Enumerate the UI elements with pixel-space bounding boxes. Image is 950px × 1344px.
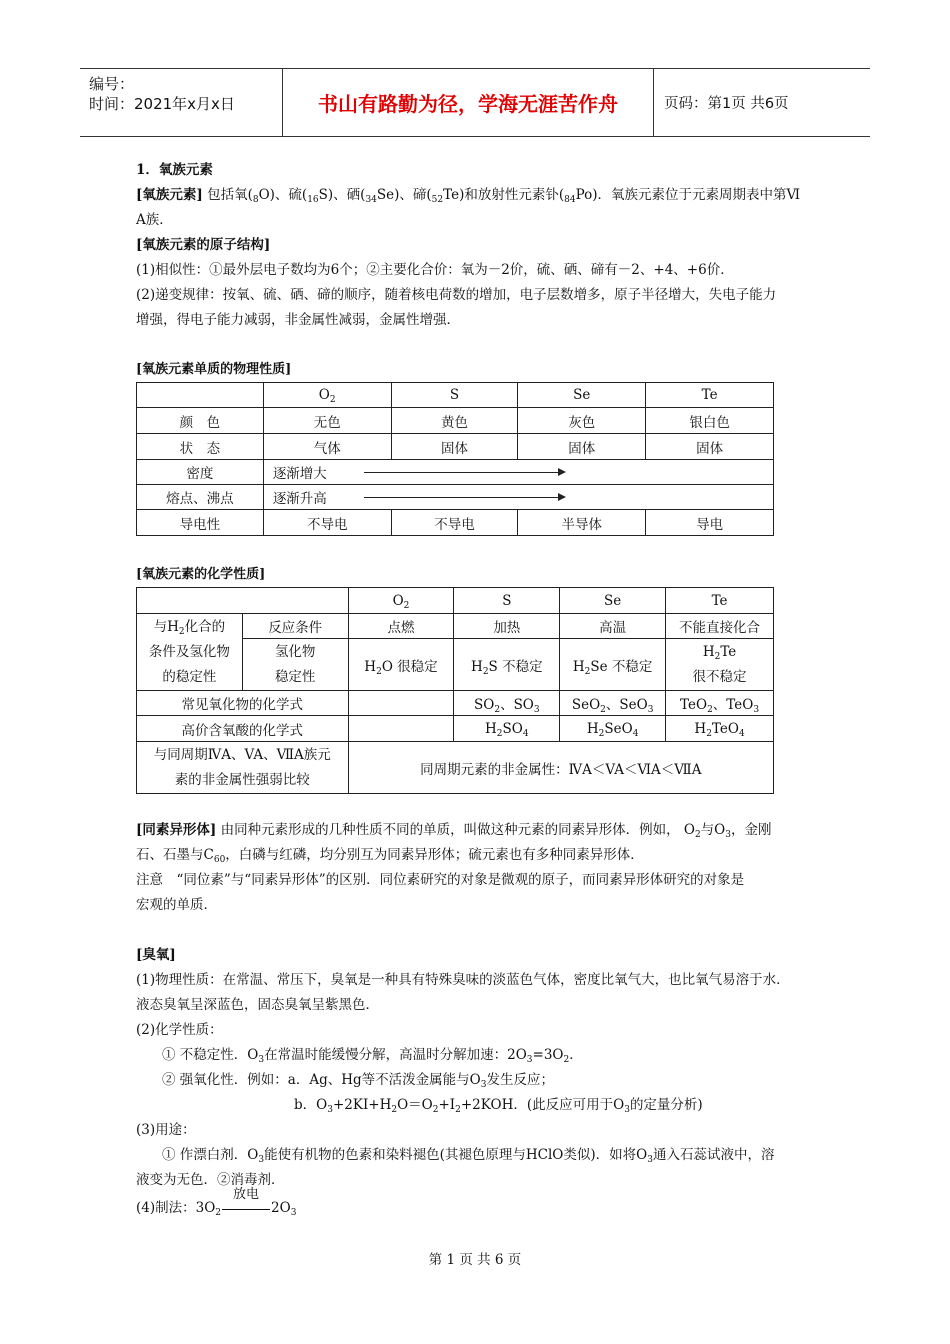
header-motto: 书山有路勤为径，学海无涯苦作舟 (283, 69, 654, 136)
ozone-unstable: ① 不稳定性．$O_3$在常温时能缓慢分解，高温时分解加速：$2O_3=3O_2$． (162, 1047, 583, 1065)
table-cell: 导电 (646, 510, 774, 536)
row-label: 氢化物 稳定性 (242, 639, 348, 691)
mp-trend-cell (263, 485, 773, 510)
table-cell: $H_2Te$ 很不稳定 (666, 639, 774, 691)
table-cell: 点燃 (348, 614, 454, 639)
table-row (137, 383, 774, 408)
physical-properties-table (136, 382, 774, 536)
col-header: $O_2$ (348, 588, 454, 614)
table-cell: 加热 (454, 614, 560, 639)
table-cell: $SO_2$、$SO_3$ (454, 691, 560, 716)
ozone-chemical-title: (2)化学性质： (136, 1022, 223, 1038)
col-header: Se (560, 588, 666, 614)
trend-text-1: (2)递变规律：按氧、硫、硒、碲的顺序，随着核电荷数的增加，电子层数增多，原子半径增大，失电子能力 (136, 287, 777, 303)
table-cell: $H_2TeO_4$ (666, 716, 774, 742)
table-row (137, 510, 774, 536)
allotrope-examples: 石、石墨与$C_{60}$，白磷与红磷，均分别互为同素异形体；硫元素也有多种同素异形体． (136, 847, 644, 865)
atomic-structure-heading: [氧族元素的原子结构] (136, 237, 271, 253)
col-header: S (391, 383, 518, 408)
row-label: 常见氧化物的化学式 (137, 691, 349, 716)
table-row (137, 434, 774, 460)
row-label: 与$H_2$化合的 条件及氢化物 的稳定性 (137, 614, 243, 691)
ozone-uses-title: (3)用途： (136, 1122, 196, 1138)
ozone-physical-2: 液态臭氧呈深蓝色，固态臭氧呈紫黑色． (136, 997, 379, 1013)
chemical-properties-table (136, 587, 774, 794)
table-row (137, 691, 774, 716)
col-header: S (454, 588, 560, 614)
table-cell: 固体 (518, 434, 646, 460)
table-cell: 固体 (646, 434, 774, 460)
page-footer: 第 1 页 共 6 页 (428, 1252, 522, 1268)
increase-arrow-icon (364, 472, 564, 473)
table-cell: 半导体 (518, 510, 646, 536)
col-header: Se (518, 383, 646, 408)
number-label: 编号： (89, 75, 135, 93)
table-cell: $H_2SeO_4$ (560, 716, 666, 742)
table-cell: $H_2Se$ 不稳定 (560, 639, 666, 691)
table-cell: TeO$_2$、TeO$_3$ (666, 691, 774, 716)
header-page-info: 页码：第1页 共6页 (664, 96, 789, 112)
table-cell: SeO$_2$、SeO$_3$ (560, 691, 666, 716)
col-header: Te (666, 588, 774, 614)
table-row (137, 485, 774, 510)
table-cell: $H_2SO_4$ (454, 716, 560, 742)
table-cell: $H_2O$ 很稳定 (348, 639, 454, 691)
definition-line2: A族． (136, 212, 173, 228)
table-cell: 不导电 (263, 510, 391, 536)
row-label: 密度 (137, 460, 264, 485)
time-label: 时间：2021年x月x日 (89, 95, 235, 113)
table-row (137, 716, 774, 742)
section-title: 1．氧族元素 (136, 162, 213, 178)
row-label: 与同周期ⅣA、VA、ⅦA族元 素的非金属性强弱比较 (137, 742, 349, 794)
discharge-condition: 放电 (233, 1187, 260, 1202)
table-cell: 银白色 (646, 408, 774, 434)
page-header (80, 68, 870, 137)
similarity-text: (1)相似性：①最外层电子数均为6个；②主要化合价：氧为－2价，硫、硒、碲有－2、+4、+6价． (136, 262, 734, 278)
table-cell: 气体 (263, 434, 391, 460)
mp-trend: 逐渐升高 (272, 491, 327, 507)
allotrope-note-1: 注意 “同位素”与“同素异形体”的区别．同位素研究的对象是微观的原子，而同素异形体研究的对象是 (136, 872, 745, 888)
table-row (137, 588, 774, 614)
ozone-physical-1: (1)物理性质：在常温、常压下，臭氧是一种具有特殊臭味的淡蓝色气体，密度比氧气大，也比氧气易溶于水． (136, 972, 790, 988)
density-trend: 逐渐增大 (272, 466, 327, 482)
ozone-heading: [臭氧] (136, 947, 176, 963)
physical-properties-heading: [氧族元素单质的物理性质] (136, 362, 292, 377)
table-row (137, 408, 774, 434)
density-trend-cell (263, 460, 773, 485)
row-label: 反应条件 (242, 614, 348, 639)
table-cell: 固体 (391, 434, 518, 460)
table-row (137, 614, 774, 639)
ozone-preparation: (4)制法：$3O_2$ 放电 $2O_3$ (136, 1187, 297, 1218)
table-cell (348, 716, 454, 742)
ozone-use-2: 液变为无色．②消毒剂． (136, 1172, 285, 1188)
row-label: 颜 色 (137, 408, 264, 434)
row-label: 导电性 (137, 510, 264, 536)
trend-text-2: 增强，得电子能力减弱，非金属性减弱，金属性增强． (136, 312, 460, 328)
ozone-oxidizing: ② 强氧化性．例如：a．Ag、Hg等不活泼金属能与$O_3$发生反应； (162, 1072, 554, 1090)
table-cell: $H_2S$ 不稳定 (454, 639, 560, 691)
row-label: 高价含氧酸的化学式 (137, 716, 349, 742)
table-cell: 黄色 (391, 408, 518, 434)
col-header: $O_2$ (263, 383, 391, 408)
table-cell: 灰色 (518, 408, 646, 434)
header-meta (80, 69, 283, 136)
row-label: 状 态 (137, 434, 264, 460)
chemical-properties-heading: [氧族元素的化学性质] (136, 567, 266, 582)
table-cell: 同周期元素的非金属性：ⅣA＜VA＜ⅥA＜ⅦA (348, 742, 773, 794)
ozone-reaction-b: b．$O_3+2KI+H_2O=O_2+I_2+2KOH$．(此反应可用于$O_3$的定量分析) (294, 1097, 703, 1115)
table-cell: 不导电 (391, 510, 518, 536)
allotrope-note-2: 宏观的单质． (136, 897, 217, 913)
table-row (137, 460, 774, 485)
table-cell (348, 691, 454, 716)
increase-arrow-icon (364, 497, 564, 498)
table-row (137, 742, 774, 794)
table-cell: 高温 (560, 614, 666, 639)
oxygen-family-definition: [氧族元素] 包括氧$(_8O)$、硫$(_{16}S)$、硒$(_{34}Se)$、碲$(_{52}Te)$和放射性元素钋$(_{84}Po)$．氧族元素位于元素周期表中第Ⅵ (136, 187, 801, 205)
table-cell: 不能直接化合 (666, 614, 774, 639)
allotrope-definition: [同素异形体] 由同种元素形成的几种性质不同的单质，叫做这种元素的同素异形体．例如， $O_2$与$O_3$，金刚 (136, 822, 772, 840)
col-header: Te (646, 383, 774, 408)
ozone-use-1: ① 作漂白剂．$O_3$能使有机物的色素和染料褪色(其褪色原理与HClO类似)．如将$O_3$通入石蕊试液中，溶 (162, 1147, 775, 1165)
row-label: 熔点、沸点 (137, 485, 264, 510)
table-cell: 无色 (263, 408, 391, 434)
